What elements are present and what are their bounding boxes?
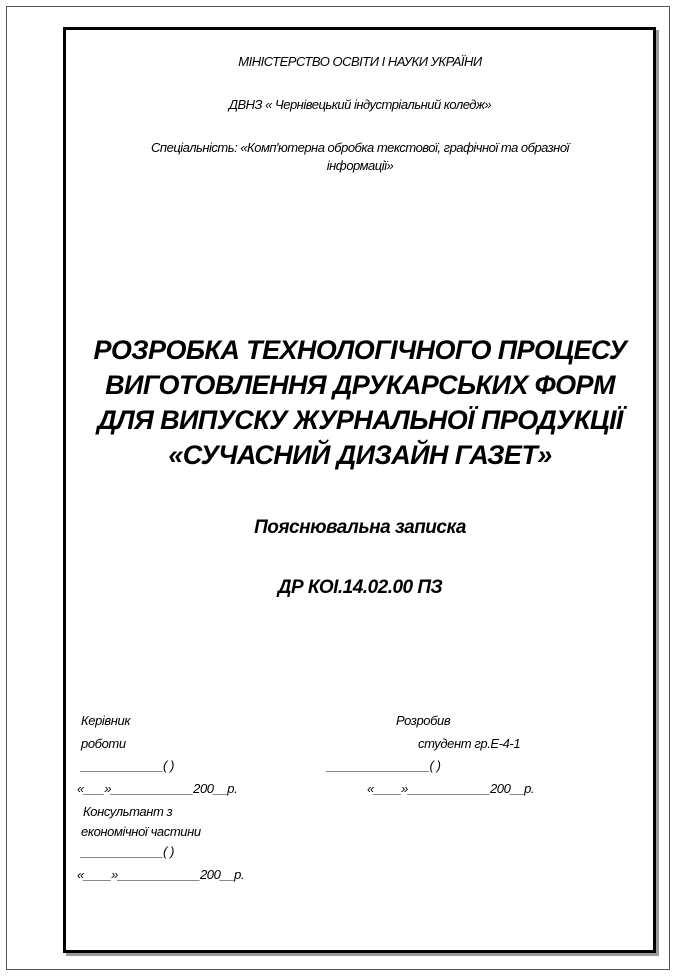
supervisor-label-2: роботи <box>81 736 126 751</box>
title-line-4: «СУЧАСНИЙ ДИЗАЙН ГАЗЕТ» <box>168 440 552 470</box>
consultant-signature-line: ____________( ) <box>81 844 175 859</box>
developer-signature-line: _______________( ) <box>327 758 441 773</box>
supervisor-date-line: «___»____________200__р. <box>77 781 238 796</box>
consultant-label-2: економічної частини <box>81 824 201 839</box>
developer-label-2: студент гр.Е-4-1 <box>418 736 521 751</box>
consultant-label-1: Консультант з <box>83 804 173 819</box>
consultant-date-line: «____»____________200__р. <box>77 867 245 882</box>
document-title <box>70 333 650 473</box>
ministry-heading: МІНІСТЕРСТВО ОСВІТИ І НАУКИ УКРАЇНИ <box>238 54 482 69</box>
supervisor-label-1: Керівник <box>81 713 131 728</box>
college-name: ДВНЗ « Чернівецький індустріальний коледж» <box>228 97 492 112</box>
specialty-line-1: Спеціальність: «Комп'ютерна обробка текстової, графічної та образної <box>151 140 569 155</box>
supervisor-signature-line: ____________( ) <box>81 758 175 773</box>
document-code: ДР КОІ.14.02.00 ПЗ <box>277 577 443 598</box>
title-line-1: РОЗРОБКА ТЕХНОЛОГІЧНОГО ПРОЦЕСУ <box>93 335 627 365</box>
title-line-3: ДЛЯ ВИПУСКУ ЖУРНАЛЬНОЇ ПРОДУКЦІЇ <box>97 405 623 435</box>
document-type: Пояснювальна записка <box>254 517 466 538</box>
specialty-line-2: інформації» <box>326 158 394 173</box>
developer-date-line: «____»____________200__р. <box>367 781 535 796</box>
developer-label-1: Розробив <box>396 713 451 728</box>
title-line-2: ВИГОТОВЛЕННЯ ДРУКАРСЬКИХ ФОРМ <box>105 370 615 400</box>
